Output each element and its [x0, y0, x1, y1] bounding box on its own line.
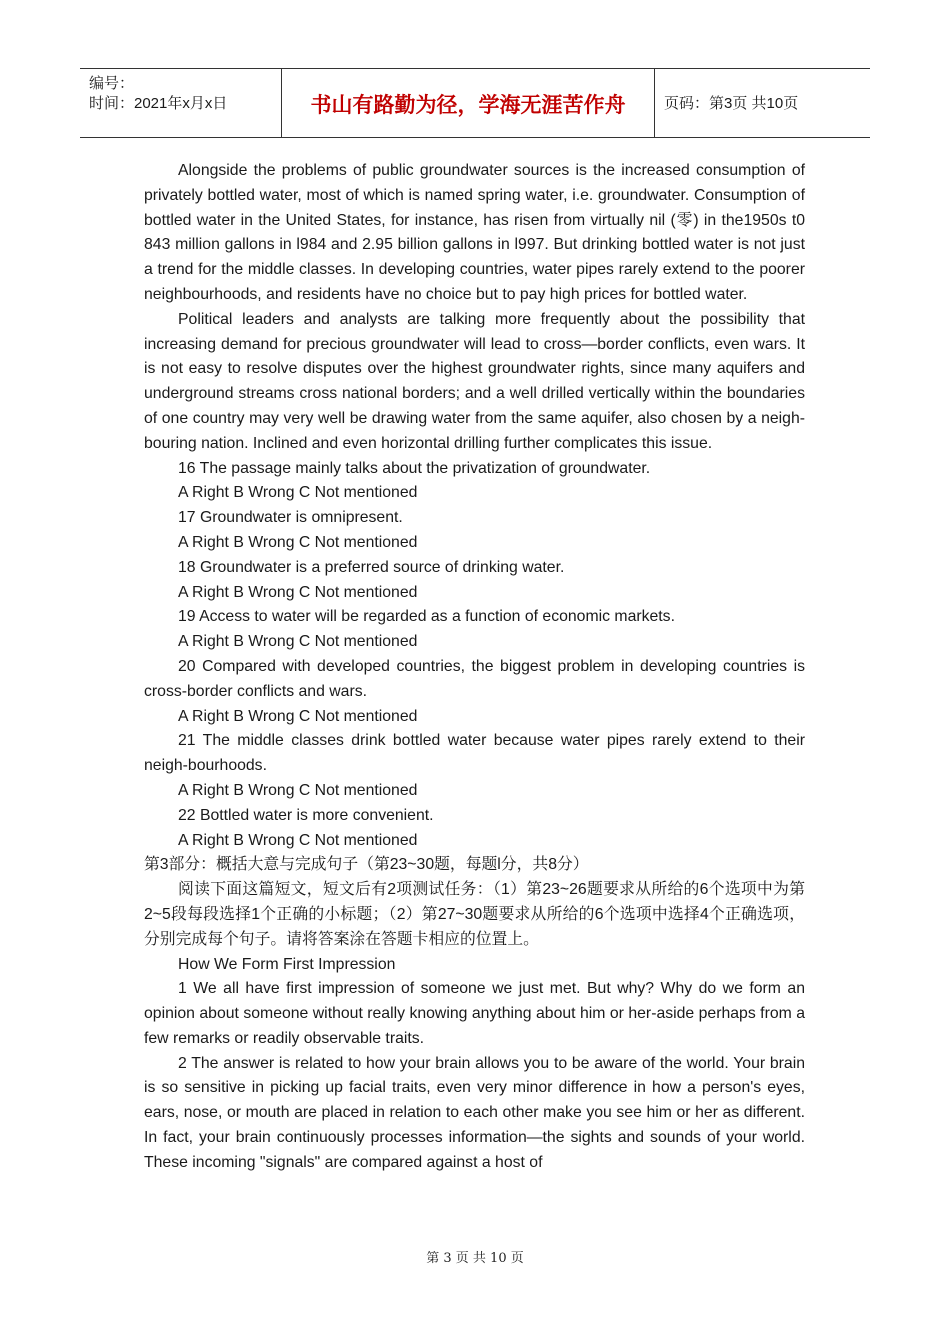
question-options: A Right B Wrong C Not mentioned [178, 707, 418, 725]
header-left-cell [80, 69, 282, 137]
question-options: A Right B Wrong C Not mentioned [178, 633, 418, 651]
question-options: A Right B Wrong C Not mentioned [178, 484, 418, 502]
question-options: A Right B Wrong C Not mentioned [178, 533, 418, 551]
part3-passage-title: How We Form First Impression [178, 955, 396, 973]
question-19: 19 Access to water will be regarded as a function of economic markets. [178, 608, 675, 626]
part3-paragraph: 2 The answer is related to how your brain allows you to be aware of the world. Your brain is so sensitive in picking up facial traits, even very minor difference in how a person's eyes, ears, nose, or mouth are placed in relation to each other make you see him or her as different. In fact, your brain continuously processes information—the sights and sounds of your world. These incoming "signals" are compared against a host of [144, 1054, 805, 1171]
question-18: 18 Groundwater is a preferred source of drinking water. [178, 558, 565, 576]
passage-paragraph: Political leaders and analysts are talking more frequently about the possibility that increasing demand for precious groundwater will lead to cross—border conflicts, even wars. It is not easy to resolve disputes over the highest groundwater rights, since many aquifers and underground streams cross national borders; and a well drilled vertically within the boundaries of one country may very well be drawing water from the same aquifer, also chosen by a neigh-bouring nation. Inclined and even horizontal drilling further complicates this issue. [144, 310, 805, 452]
header-motto: 书山有路勤为径，学海无涯苦作舟 [310, 92, 626, 117]
question-21: 21 The middle classes drink bottled water because water pipes rarely extend to their neigh-bourhoods. [144, 732, 805, 775]
question-options: A Right B Wrong C Not mentioned [178, 781, 418, 799]
question-17: 17 Groundwater is omnipresent. [178, 509, 403, 527]
question-20: 20 Compared with developed countries, the biggest problem in developing countries is cross-border conflicts and wars. [144, 657, 805, 700]
part3-heading: 第3部分：概括大意与完成句子（第23~30题，每题l分，共8分） [144, 856, 589, 874]
question-options: A Right B Wrong C Not mentioned [178, 583, 418, 601]
header-page-info: 页码：第3页 共10页 [664, 95, 799, 112]
document-number-label: 编号： [89, 75, 135, 92]
page-header [80, 68, 870, 138]
question-22: 22 Bottled water is more convenient. [178, 806, 434, 824]
page-footer: 第 3 页 共 10 页 [426, 1251, 524, 1266]
passage-paragraph: Alongside the problems of public groundwater sources is the increased consumption of privately bottled water, most of which is named spring water, i.e. groundwater. Consumption of bottled water in the United States, for instance, has risen from virtually nil (零) in the1950s t0 843 million gallons in l984 and 2.95 billion gallons in l997. But drinking bottled water is not just a trend for the middle classes. In developing countries, water pipes rarely extend to the poorer neighbourhoods, and residents have no choice but to pay high prices for bottled water. [144, 162, 805, 303]
part3-instructions: 阅读下面这篇短文，短文后有2项测试任务：（1）第23~26题要求从所给的6个选项中为第2~5段每段选择1个正确的小标题；（2）第27~30题要求从所给的6个选项中选择4个正确选项，分别完成每个句子。请将答案涂在答题卡相应的位置上。 [144, 881, 805, 948]
document-body [144, 159, 805, 1176]
header-motto-cell [282, 69, 655, 137]
header-page-cell [655, 69, 870, 137]
question-options: A Right B Wrong C Not mentioned [178, 831, 418, 849]
document-time-label: 时间：2021年x月x日 [89, 95, 228, 112]
part3-paragraph: 1 We all have first impression of someone we just met. But why? Why do we form an opinion about someone without really knowing anything about him or her-aside perhaps from a few remarks or readily observable traits. [144, 980, 805, 1047]
question-16: 16 The passage mainly talks about the privatization of groundwater. [178, 459, 651, 477]
